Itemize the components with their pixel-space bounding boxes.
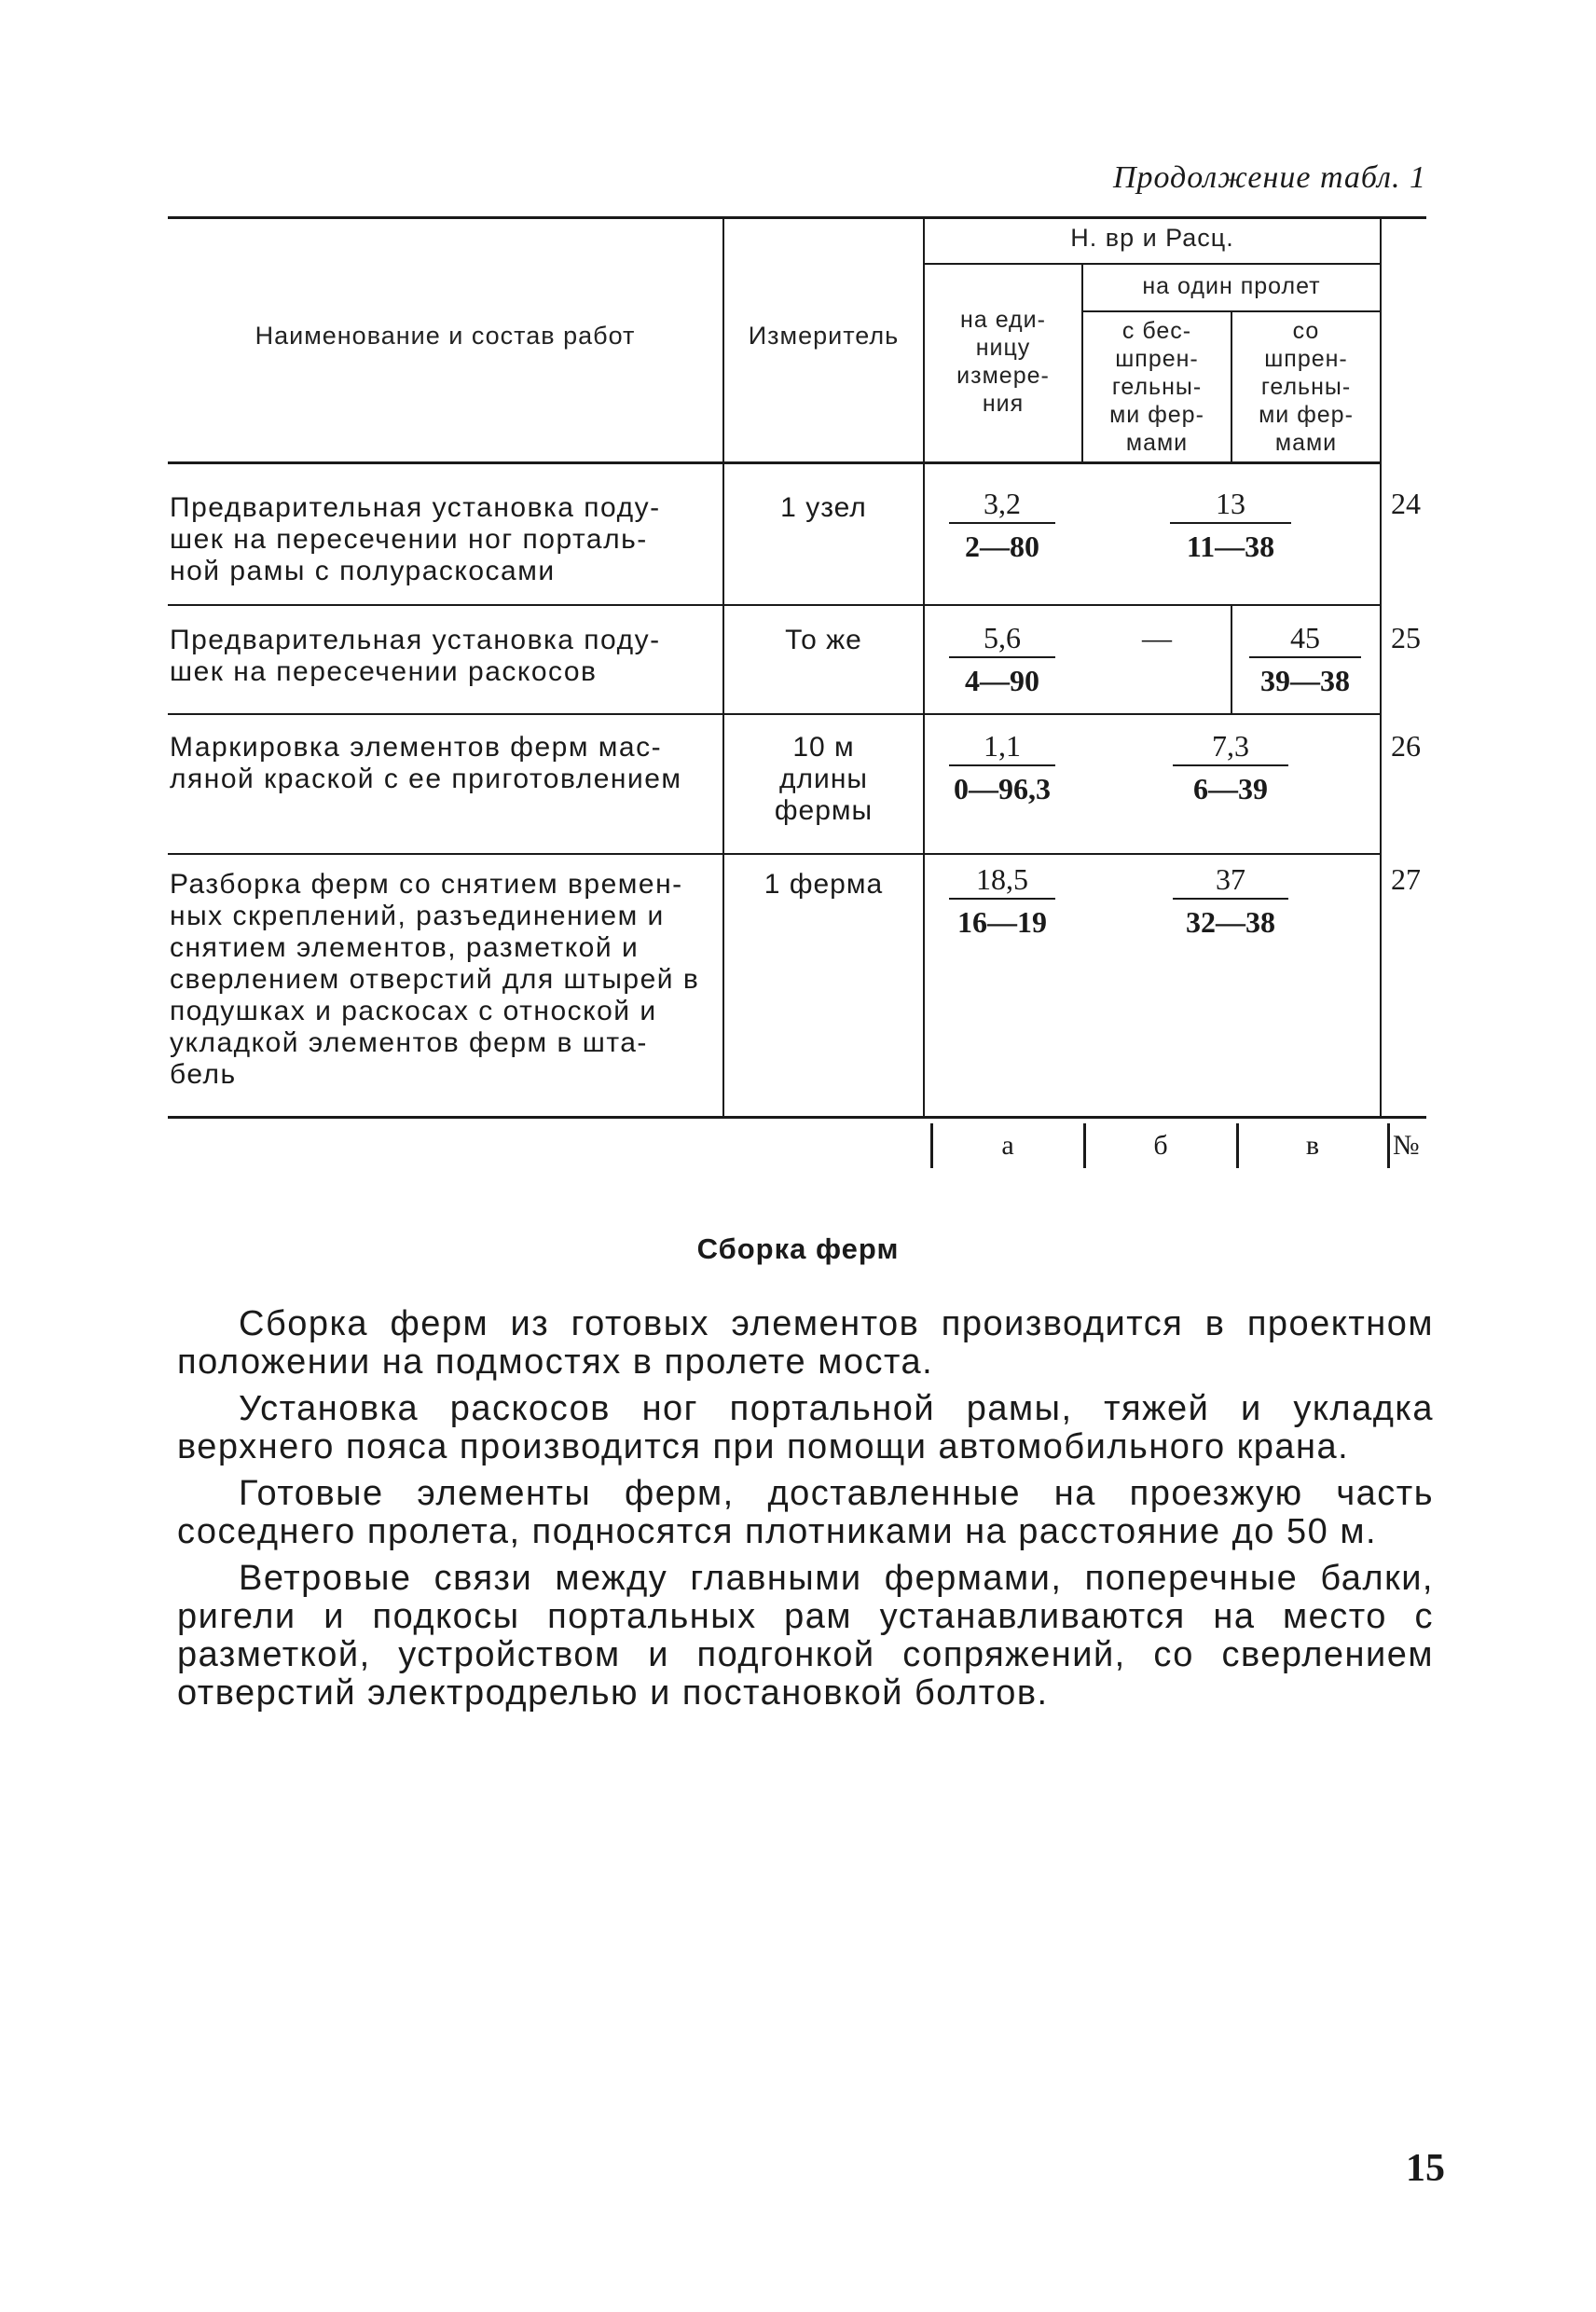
header-without-subtruss: с бес- шпрен- гельны- ми фер- мами xyxy=(1109,318,1204,456)
rate-span-top: 13 xyxy=(1216,487,1245,520)
work-description: Предварительная установка поду- шек на пересечении ног порталь- ной рамы с полураскосами xyxy=(170,492,661,586)
unit-cell: То же xyxy=(785,625,862,655)
rate-a-bottom: 16—19 xyxy=(957,905,1047,939)
row-number: 27 xyxy=(1391,862,1421,896)
paragraph: Сборка ферм из готовых элементов производится в проектном положении на подмостях в пролете моста. xyxy=(177,1304,1434,1382)
fraction-line xyxy=(1173,764,1288,766)
header-per-span: на один пролет xyxy=(1142,273,1321,299)
rate-span-top: 37 xyxy=(1216,862,1245,896)
table-continuation-caption: Продолжение табл. 1 xyxy=(1112,160,1426,195)
footer-col-c: в xyxy=(1305,1130,1320,1161)
row-number: 25 xyxy=(1391,621,1421,654)
rate-b-value: — xyxy=(1142,621,1172,654)
fraction-line xyxy=(949,522,1055,524)
rate-a-bottom: 2—80 xyxy=(965,530,1039,563)
unit-cell: 1 ферма xyxy=(764,869,884,900)
rate-a-top: 3,2 xyxy=(984,487,1021,520)
unit-cell: 1 узел xyxy=(780,492,867,523)
fraction-line xyxy=(1170,522,1291,524)
fraction-line xyxy=(949,764,1055,766)
fraction-line xyxy=(949,898,1055,900)
header-work: Наименование и состав работ xyxy=(255,322,636,350)
paragraph: Готовые элементы ферм, доставленные на проезжую часть соседнего пролета, подносятся плотниками на расстояние до 50 м. xyxy=(177,1474,1434,1551)
header-unit: Измеритель xyxy=(748,322,900,350)
work-description: Маркировка элементов ферм мас- ляной краской с ее приготовлением xyxy=(170,732,682,794)
row-number: 24 xyxy=(1391,487,1421,520)
rate-c-bottom: 39—38 xyxy=(1260,664,1350,697)
section-title: Сборка ферм xyxy=(696,1232,900,1265)
page-number: 15 xyxy=(1406,2147,1445,2190)
work-description: Разборка ферм со снятием времен- ных скреплений, разъединением и снятием элементов, разметкой и сверлением отверстий для штырей в подушках и раскосах с отноской и укладкой элементов ферм в шта- бель xyxy=(170,869,700,1090)
footer-col-no: № xyxy=(1393,1130,1420,1161)
row-number: 26 xyxy=(1391,729,1421,763)
unit-cell: 10 м длины фермы xyxy=(774,732,874,826)
paragraph: Установка раскосов ног портальной рамы, тяжей и укладка верхнего пояса производится при помощи автомобильного крана. xyxy=(177,1389,1434,1466)
work-description: Предварительная установка поду- шек на пересечении раскосов xyxy=(170,625,661,687)
header-norm: Н. вр и Расц. xyxy=(1070,224,1234,252)
footer-col-b: б xyxy=(1153,1130,1168,1161)
paragraph: Ветровые связи между главными фермами, поперечные балки, ригели и подкосы портальных рам устанавливаются на место с разметкой, устройством и подгонкой сопряжений, со сверлением отверстий электродрелью и постановкой болтов. xyxy=(177,1559,1434,1713)
rate-a-bottom: 0—96,3 xyxy=(954,772,1051,805)
fraction-line xyxy=(1249,656,1361,658)
fraction-line xyxy=(949,656,1055,658)
rate-a-top: 5,6 xyxy=(984,621,1021,654)
rate-a-bottom: 4—90 xyxy=(965,664,1039,697)
rate-a-top: 1,1 xyxy=(984,729,1021,763)
rate-span-top: 7,3 xyxy=(1212,729,1249,763)
rate-a-top: 18,5 xyxy=(976,862,1028,896)
header-with-subtruss: со шпрен- гельны- ми фер- мами xyxy=(1259,318,1354,456)
rate-span-bottom: 32—38 xyxy=(1186,905,1275,939)
rate-span-bottom: 11—38 xyxy=(1186,530,1275,563)
rate-c-top: 45 xyxy=(1290,621,1320,654)
header-per-unit: на еди- ницу измере- ния xyxy=(956,307,1050,417)
fraction-line xyxy=(1173,898,1288,900)
rate-span-bottom: 6—39 xyxy=(1193,772,1268,805)
footer-col-a: а xyxy=(1001,1130,1014,1161)
